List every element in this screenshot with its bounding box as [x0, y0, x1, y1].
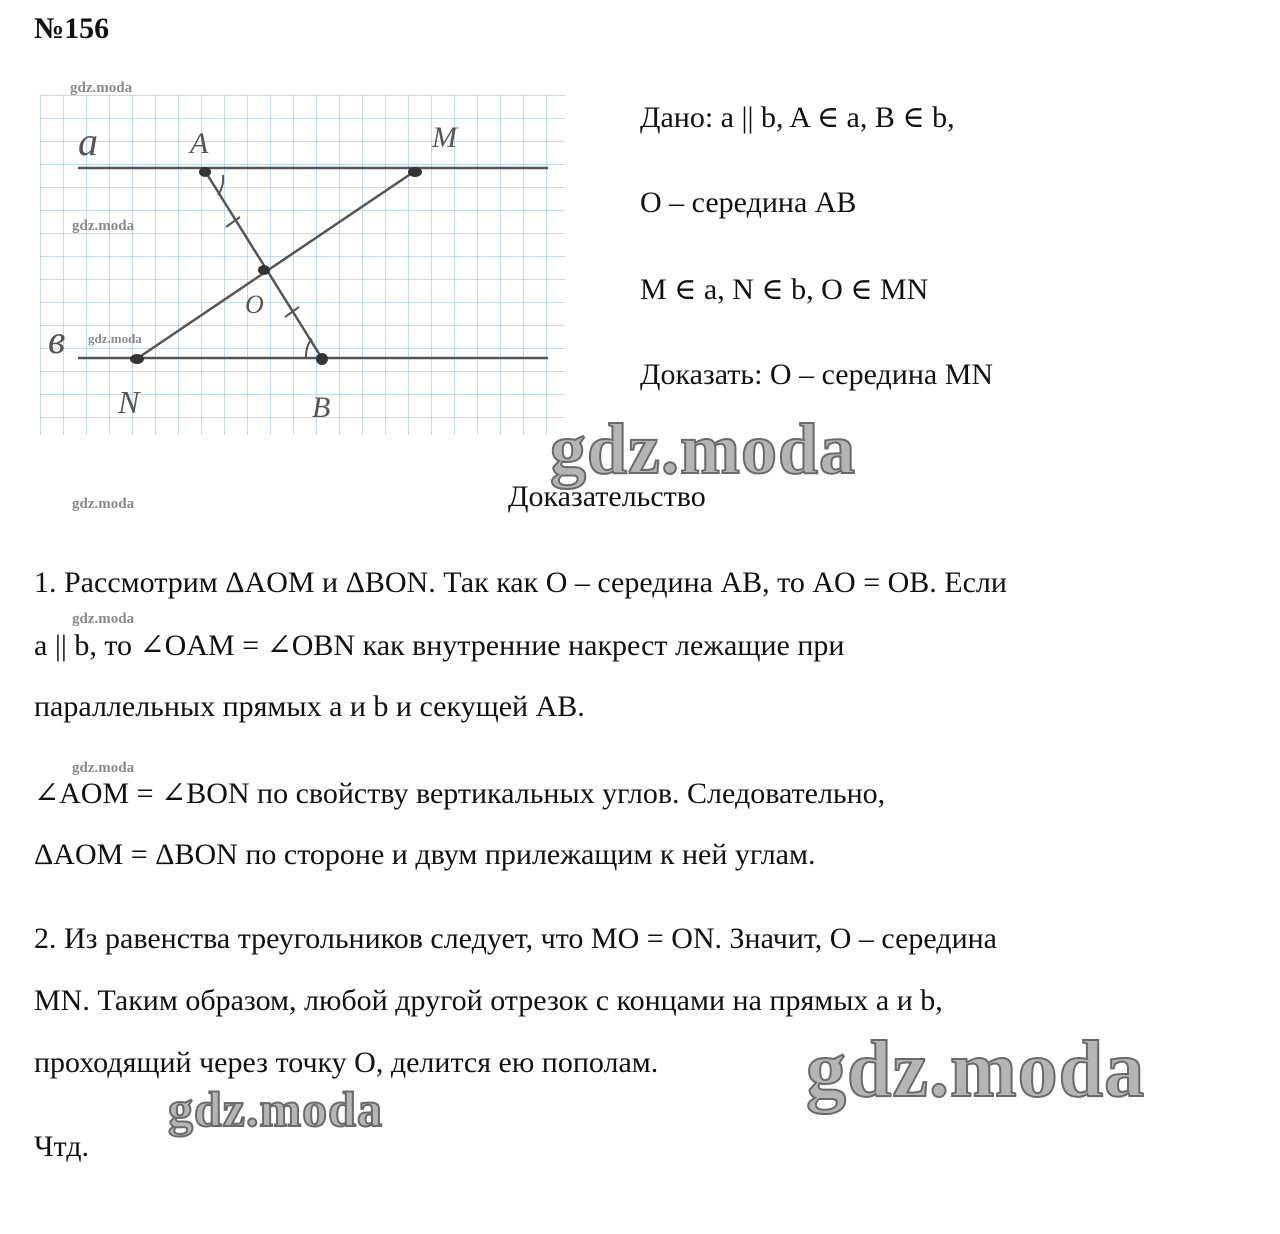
- proof-p2-line-1: ∠AOM = ∠BON по свойству вертикальных углов. Следовательно,: [34, 777, 886, 810]
- label-line-a: a: [78, 119, 98, 164]
- watermark-big: gdz.moda: [168, 1081, 383, 1137]
- label-point-b: B: [312, 391, 331, 424]
- label-point-n: N: [118, 384, 140, 420]
- conclusion: Чтд.: [34, 1130, 89, 1163]
- point-a: [199, 167, 211, 177]
- watermark-big: gdz.moda: [550, 409, 857, 489]
- given-line-1: Дано: a || b, A ∈ a, B ∈ b,: [640, 101, 955, 134]
- label-point-m: M: [432, 121, 457, 154]
- given-line-2: O – середина AB: [640, 186, 857, 219]
- label-point-o: O: [245, 290, 264, 319]
- point-o: [258, 265, 270, 275]
- point-n: [130, 354, 144, 364]
- proof-p3-line-2: MN. Таким образом, любой другой отрезок с концами на прямых a и b,: [34, 984, 943, 1017]
- proof-p2-line-2: ΔAOM = ΔBON по стороне и двум прилежащим к ней углам.: [34, 838, 816, 871]
- label-point-a: A: [190, 127, 209, 160]
- to-prove-line: Доказать: O – середина MN: [640, 358, 994, 391]
- proof-p3-line-1: 2. Из равенства треугольников следует, что MO = ON. Значит, O – середина: [34, 922, 997, 955]
- label-line-b: в: [48, 317, 66, 362]
- watermark-small: gdz.moda: [88, 331, 142, 346]
- watermark-small: gdz.moda: [72, 496, 135, 512]
- proof-p1-line-2: a || b, то ∠OAM = ∠OBN как внутренние накрест лежащие при: [34, 629, 845, 662]
- watermark-small: gdz.moda: [72, 611, 135, 627]
- given-line-3: M ∈ a, N ∈ b, O ∈ MN: [640, 273, 929, 306]
- proof-p1-line-3: параллельных прямых a и b и секущей AB.: [34, 690, 585, 723]
- watermark-small: gdz.moda: [70, 80, 133, 96]
- geometry-figure: [40, 95, 565, 435]
- proof-p1-line-1: 1. Рассмотрим ΔAOM и ΔBON. Так как O – середина AB, то AO = OB. Если: [34, 566, 1007, 599]
- point-m: [408, 167, 422, 177]
- proof-heading: Доказательство: [508, 480, 706, 513]
- problem-number: №156: [34, 12, 110, 45]
- point-b: [316, 353, 328, 365]
- watermark-small: gdz.moda: [72, 760, 135, 776]
- watermark-small: gdz.moda: [72, 218, 135, 234]
- watermark-big: gdz.moda: [806, 1026, 1146, 1114]
- proof-p3-line-3: проходящий через точку O, делится ею пополам.: [34, 1046, 659, 1079]
